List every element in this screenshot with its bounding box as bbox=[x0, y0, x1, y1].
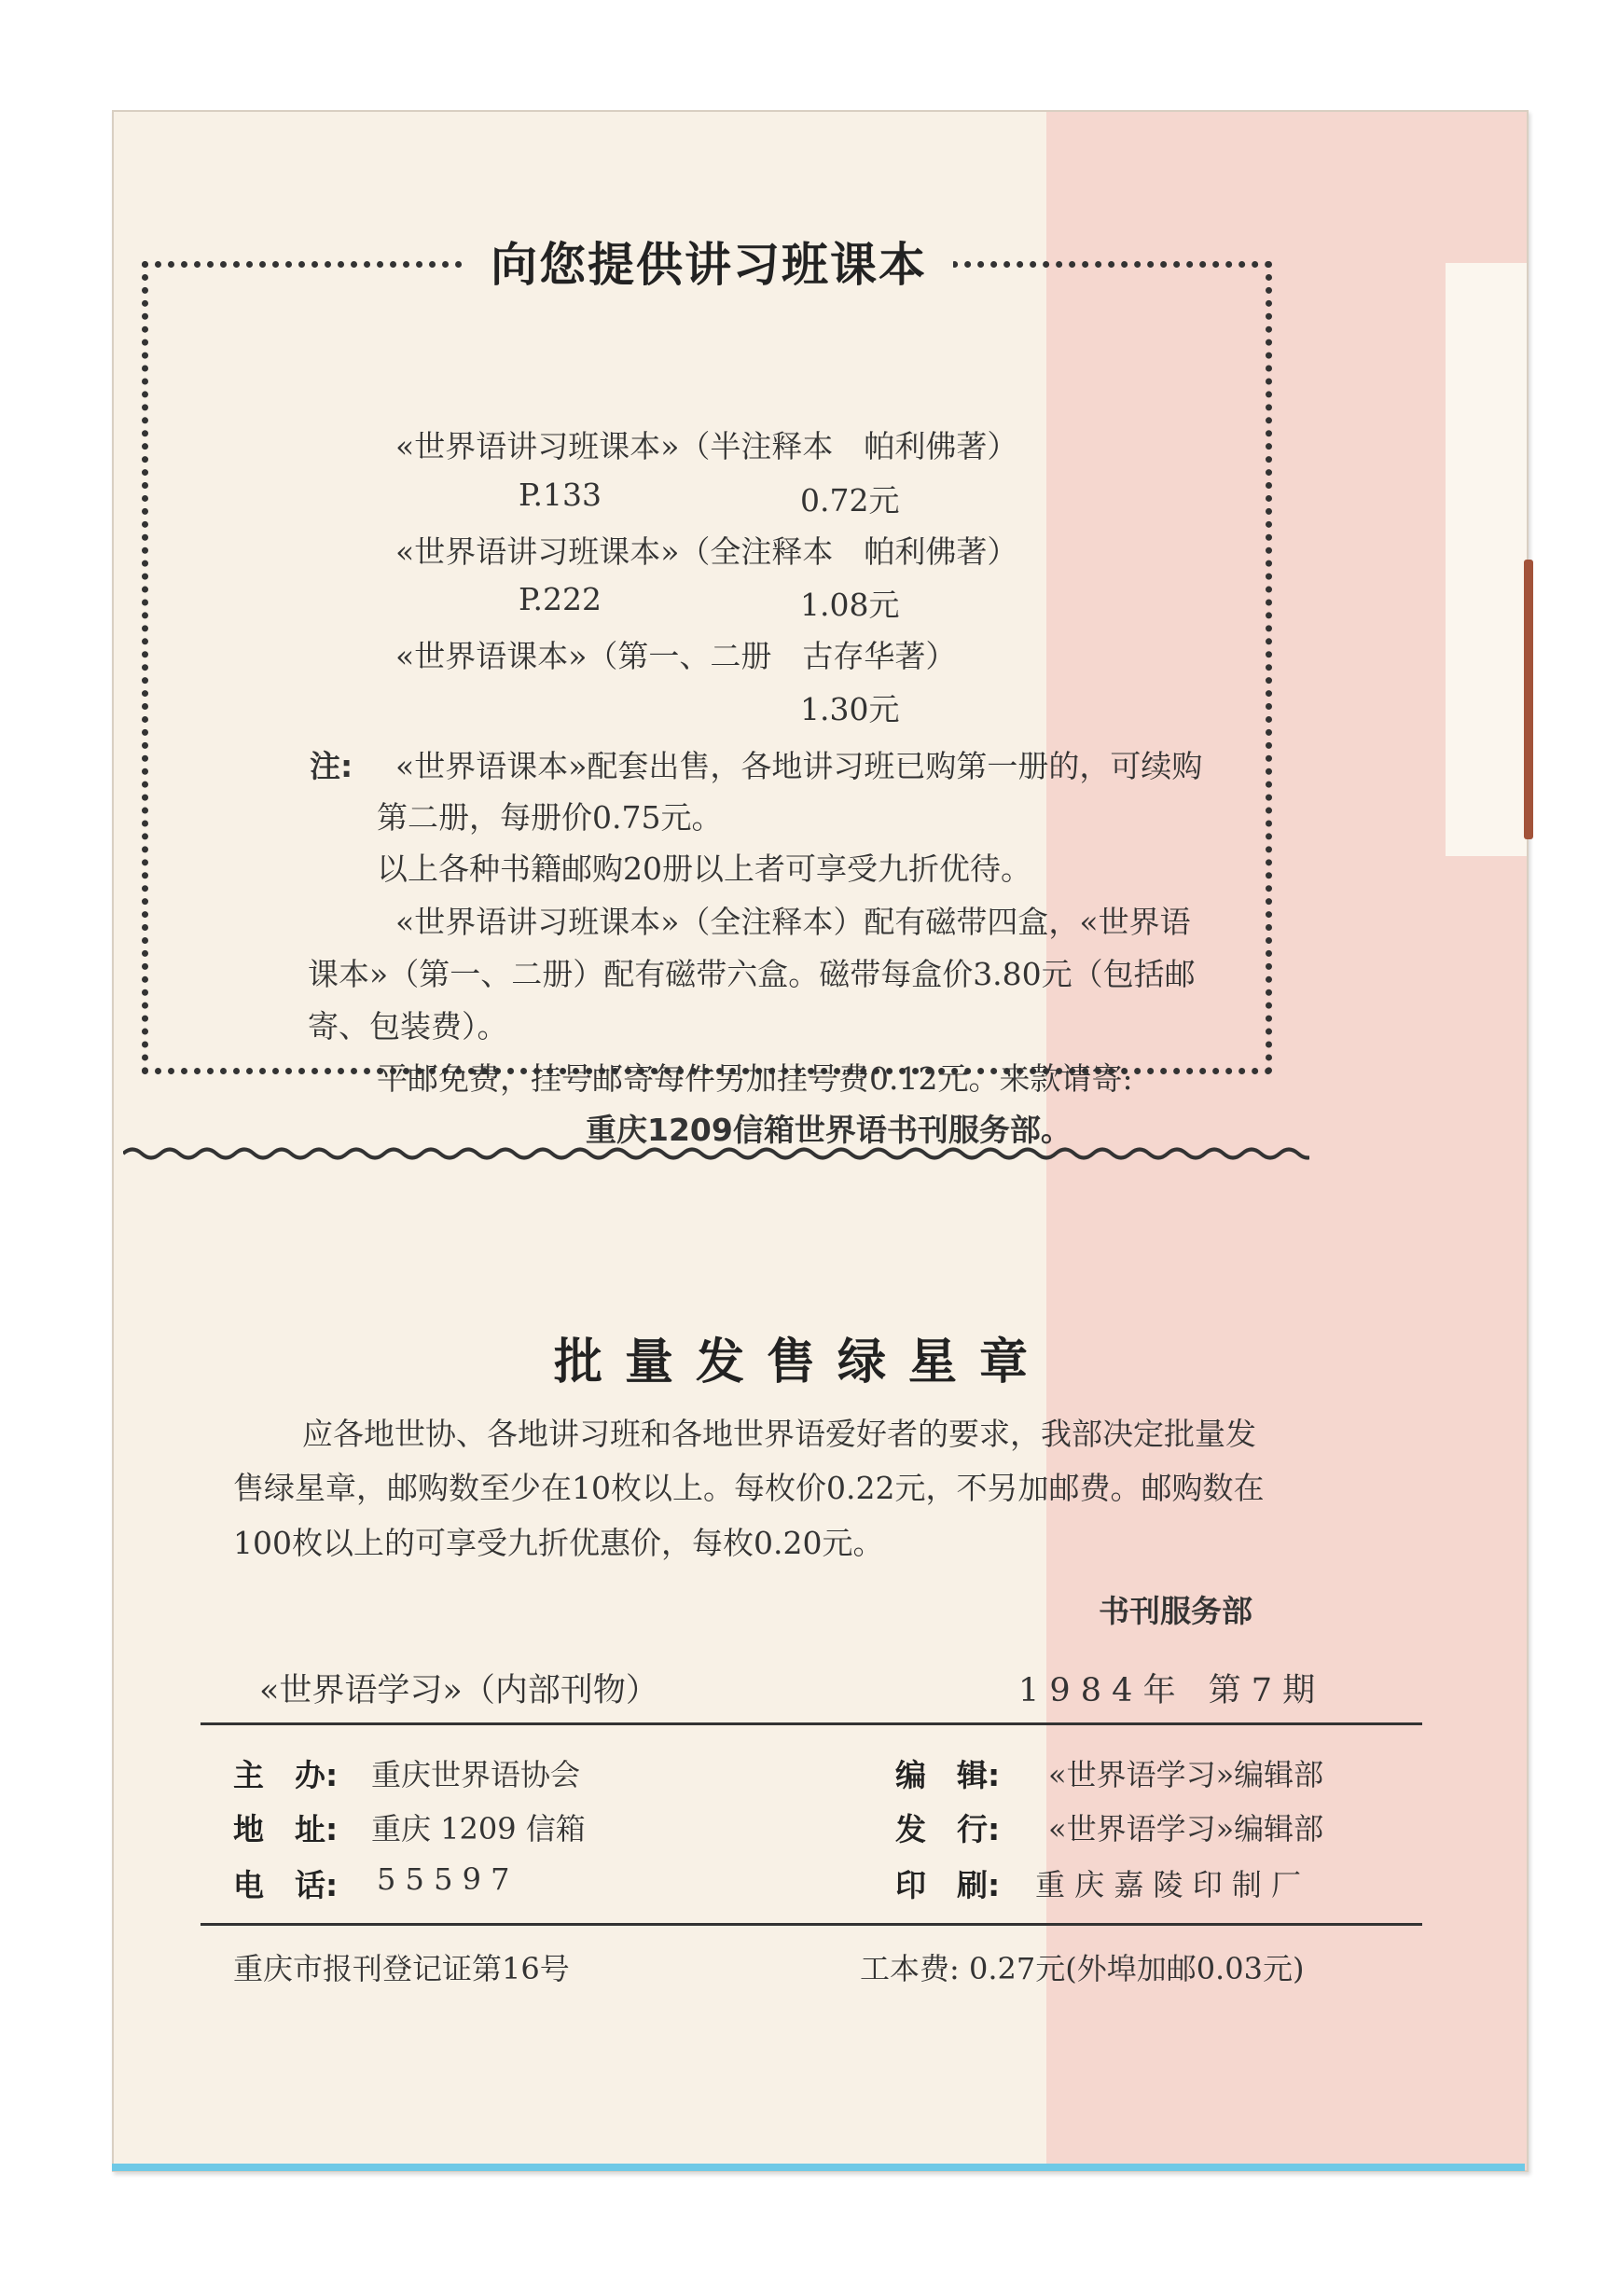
book-pages-1: P.133 bbox=[519, 477, 602, 513]
box-title: 向您提供讲习班课本 bbox=[464, 228, 953, 295]
journal-title: «世界语学习»（内部刊物） bbox=[259, 1672, 658, 1709]
book-price-1: 0.72元 bbox=[800, 482, 900, 519]
note-line-3: 以上各种书籍邮购20册以上者可享受九折优待。 bbox=[377, 851, 1031, 887]
value-sponsor: 重庆世界语协会 bbox=[371, 1757, 581, 1792]
binding-edge bbox=[1524, 560, 1533, 839]
scan-edge bbox=[112, 2164, 1525, 2171]
value-distribution: «世界语学习»编辑部 bbox=[1048, 1811, 1324, 1846]
para-line-2: 售绿星章，邮购数至少在10枚以上。每枚价0.22元，不另加邮费。邮购数在 bbox=[233, 1470, 1265, 1506]
note-line-6: 寄、包装费）。 bbox=[308, 1008, 508, 1044]
value-editor: «世界语学习»编辑部 bbox=[1048, 1757, 1324, 1792]
masthead-top-rule bbox=[201, 1722, 1422, 1725]
para-line-1: 应各地世协、各地讲习班和各地世界语爱好者的要求，我部决定批量发 bbox=[302, 1416, 1256, 1452]
note-line-7: 平邮免费，挂号邮寄每件另加挂号费0.12元。来款请寄: bbox=[377, 1060, 1133, 1097]
book-line-2: «世界语讲习班课本»（全注释本 帕利佛著） bbox=[395, 533, 1018, 570]
issue-number: 1 9 8 4 年 第 7 期 bbox=[1018, 1672, 1316, 1709]
cost-note: 工本费: 0.27元(外埠加邮0.03元) bbox=[860, 1951, 1305, 1986]
para-line-3: 100枚以上的可享受九折优惠价，每枚0.20元。 bbox=[233, 1525, 884, 1561]
label-address: 地 址: bbox=[233, 1811, 339, 1847]
label-phone: 电 话: bbox=[233, 1867, 339, 1903]
mailing-address: 重庆1209信箱世界语书刊服务部。 bbox=[586, 1112, 1072, 1148]
label-distribution: 发 行: bbox=[895, 1811, 1001, 1847]
registration-number: 重庆市报刊登记证第16号 bbox=[233, 1951, 570, 1986]
wavy-divider bbox=[123, 1145, 1309, 1162]
note-line-2: 第二册，每册价0.75元。 bbox=[377, 799, 723, 836]
book-line-3: «世界语课本»（第一、二册 古存华著） bbox=[395, 638, 957, 674]
note-label: 注: bbox=[310, 748, 353, 784]
note-line-1: «世界语课本»配套出售，各地讲习班已购第一册的，可续购 bbox=[395, 748, 1203, 784]
masthead-bottom-rule bbox=[201, 1923, 1422, 1926]
signature: 书刊服务部 bbox=[1099, 1593, 1252, 1629]
book-line-1: «世界语讲习班课本»（半注释本 帕利佛著） bbox=[395, 428, 1018, 464]
paper-tab-strip bbox=[1446, 263, 1527, 856]
value-printer: 重 庆 嘉 陵 印 制 厂 bbox=[1035, 1867, 1302, 1902]
book-pages-2: P.222 bbox=[519, 581, 602, 617]
book-price-3: 1.30元 bbox=[800, 691, 900, 727]
section-title: 批量发售绿星章 bbox=[554, 1335, 1051, 1390]
value-address: 重庆 1209 信箱 bbox=[371, 1811, 586, 1846]
label-sponsor: 主 办: bbox=[233, 1757, 339, 1793]
note-line-4: «世界语讲习班课本»（全注释本）配有磁带四盒，«世界语 bbox=[395, 904, 1191, 940]
book-price-2: 1.08元 bbox=[800, 587, 900, 623]
label-editor: 编 辑: bbox=[895, 1757, 1001, 1793]
label-printer: 印 刷: bbox=[895, 1867, 1001, 1903]
value-phone: 5 5 5 9 7 bbox=[377, 1861, 510, 1897]
note-line-5: 课本»（第一、二册）配有磁带六盒。磁带每盒价3.80元（包括邮 bbox=[308, 956, 1196, 992]
